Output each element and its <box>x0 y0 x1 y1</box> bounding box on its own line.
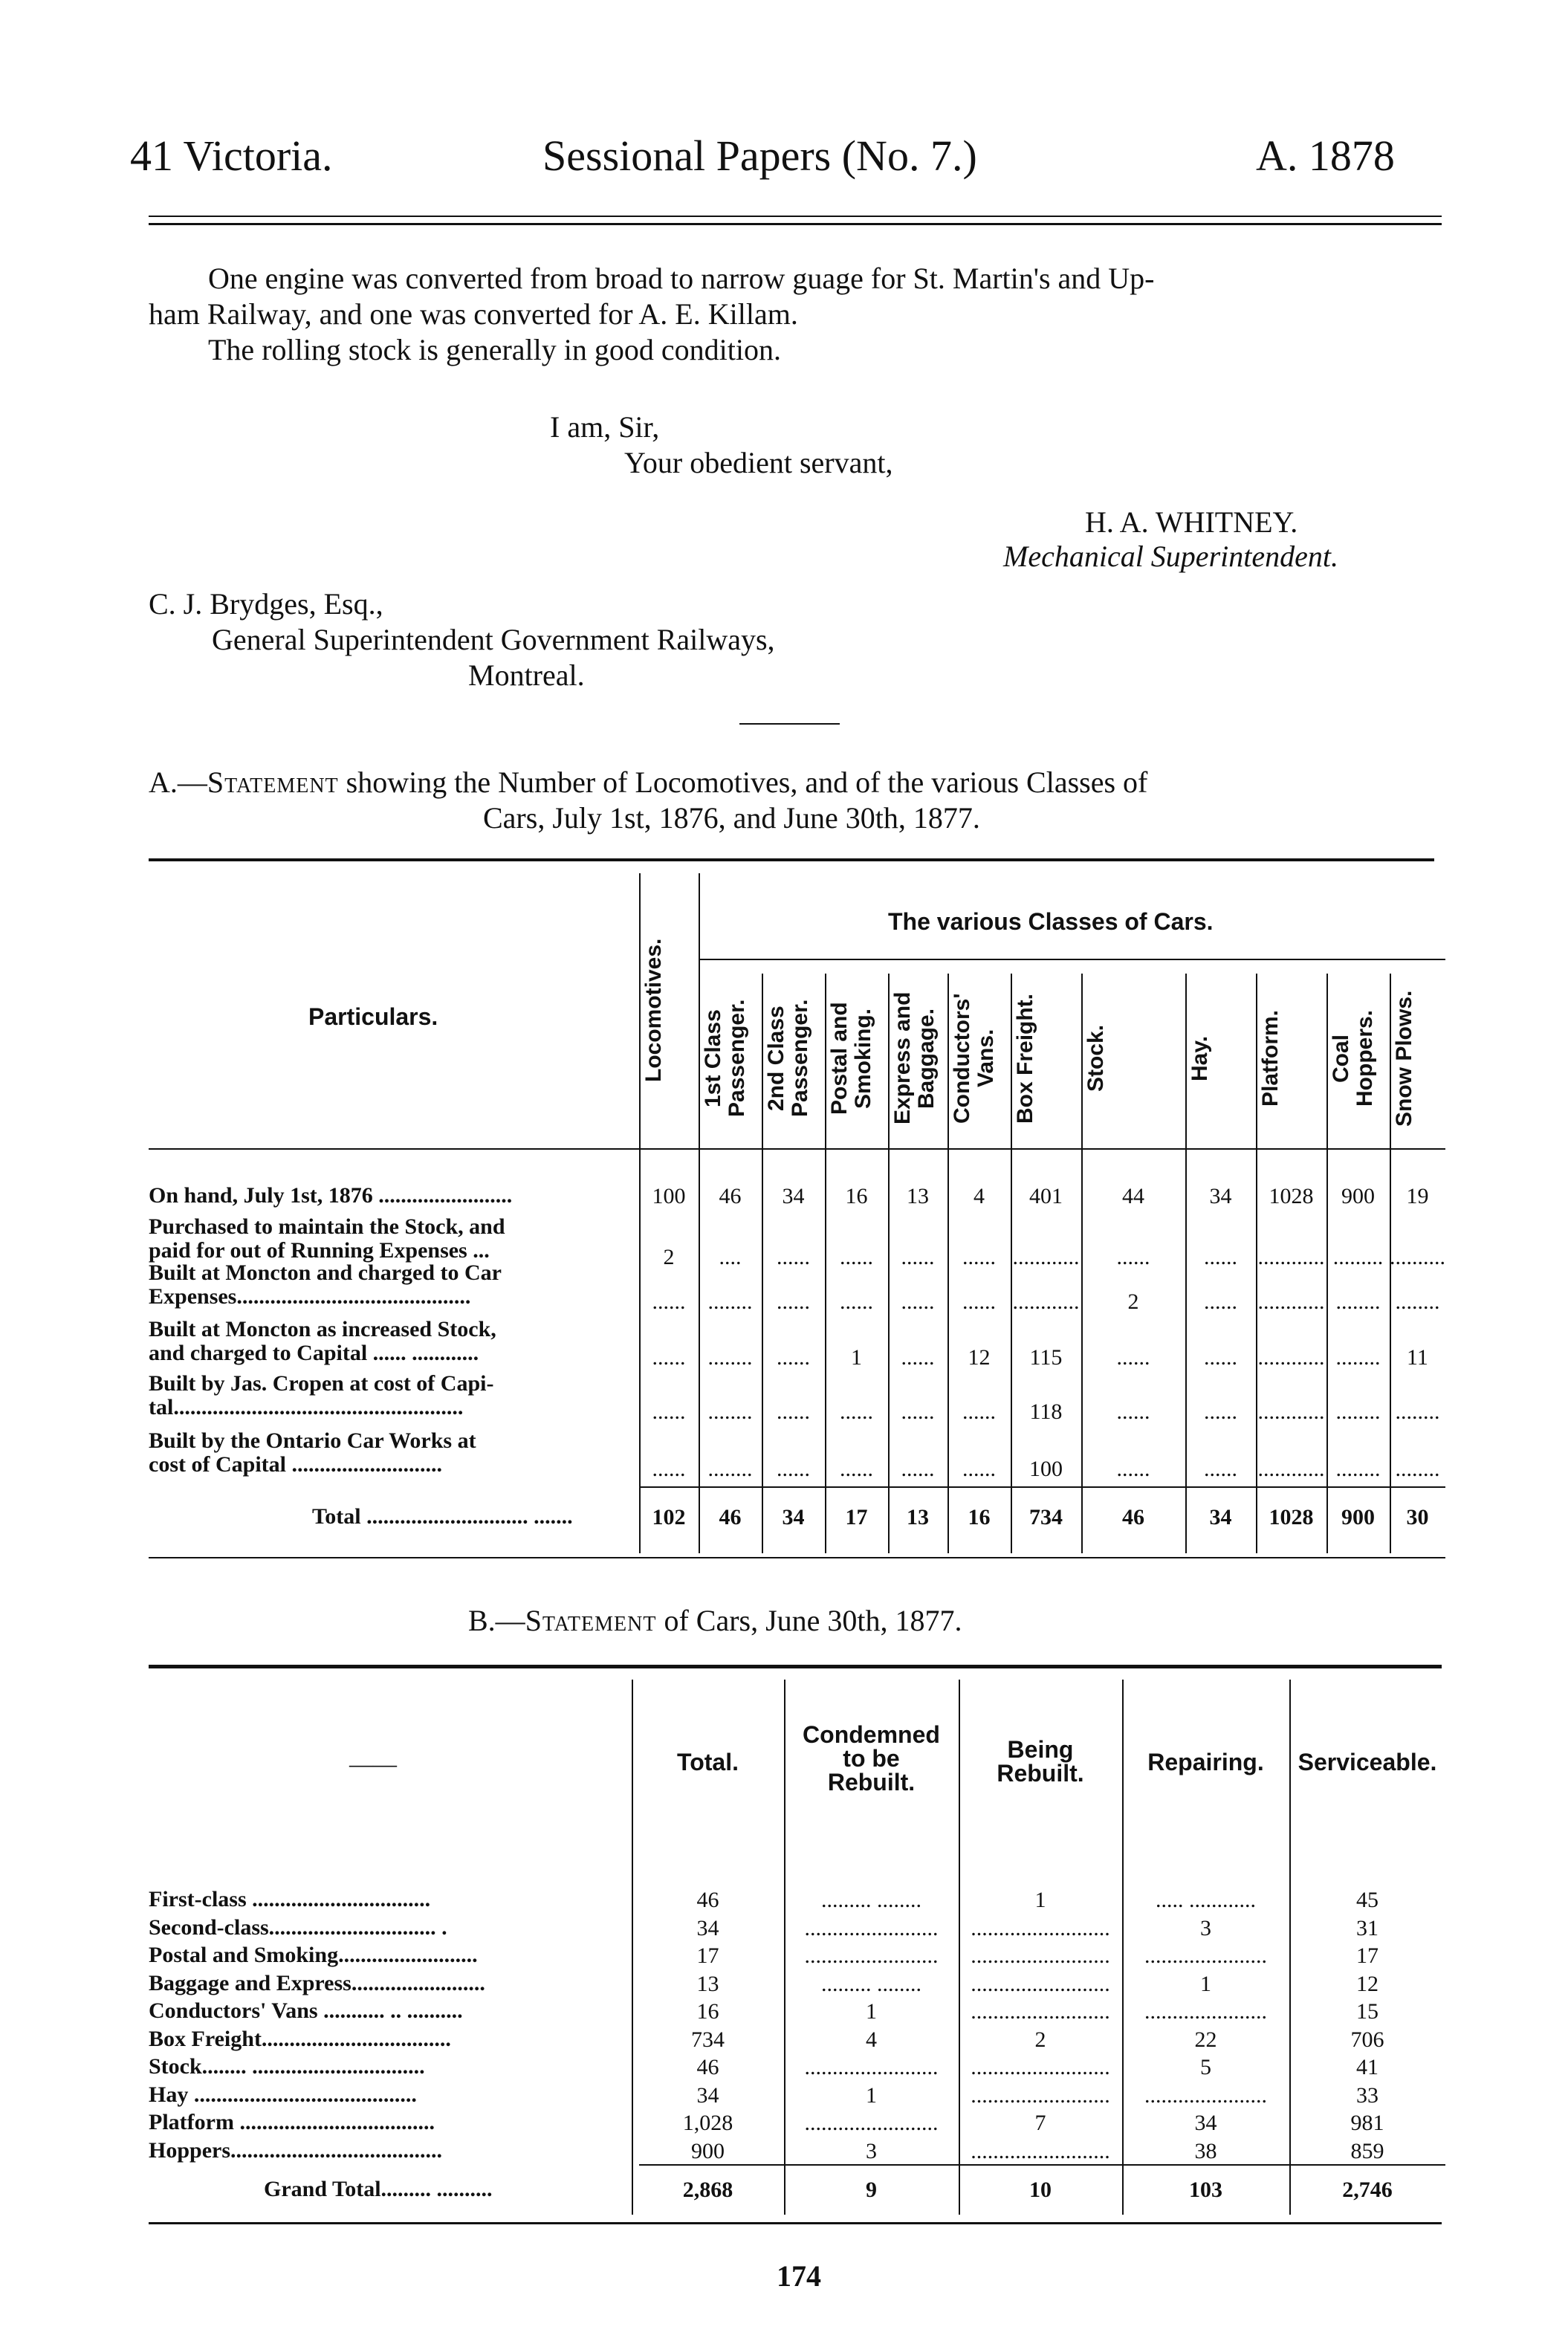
tableA-rule-header-bottom <box>149 1148 1445 1150</box>
tableA-title-smallcaps: Statement <box>207 765 339 799</box>
tableA-col-header: Box Freight. <box>1013 993 1037 1124</box>
tableB-total-label: Grand Total......... .......... <box>264 2177 493 2201</box>
tableA-cell: ...... <box>962 1399 996 1424</box>
tableB-cell: ......................... <box>971 1915 1110 1940</box>
tableB-cell: 3 <box>1200 1915 1211 1940</box>
tableB-title-prefix: B.— <box>468 1604 525 1637</box>
tableA-cell: ...... <box>901 1245 935 1269</box>
tableA-col-header: Hay. <box>1188 1035 1212 1081</box>
tableB-rule-top <box>149 1665 1442 1668</box>
tableA-cell: ...... <box>652 1289 686 1314</box>
tableA-cell: ........ <box>707 1289 753 1314</box>
tableA-cell: ...... <box>962 1289 996 1314</box>
tableA-cell: ...... <box>840 1457 873 1481</box>
tableA-col-header: Coal Hoppers. <box>1329 1009 1377 1107</box>
tableA-cell: ......... <box>1332 1245 1384 1269</box>
tableA-col-header: 2nd Class Passenger. <box>764 999 812 1118</box>
tableA-cell: ............ <box>1257 1345 1325 1370</box>
tableB-cell: ........................ <box>804 2111 939 2135</box>
tableA-total-cell: 13 <box>907 1505 929 1529</box>
header-right: A. 1878 <box>1256 132 1395 180</box>
tableB-cell: 1,028 <box>682 2111 733 2135</box>
tableA-col-header: Conductors' Vans. <box>950 993 998 1124</box>
tableB-cell: 45 <box>1356 1888 1379 1912</box>
tableA-cell: ........ <box>707 1457 753 1481</box>
tableA-cell: ........ <box>1395 1457 1440 1481</box>
tableA-cell: ...... <box>777 1289 810 1314</box>
letter-addressee-city: Montreal. <box>468 658 585 692</box>
tableB-cell: ...................... <box>1144 1999 1267 2024</box>
tableA-cell: 46 <box>719 1184 742 1208</box>
tableA-cell: ............ <box>1257 1399 1325 1424</box>
tableB-row-label: First-class ................................ <box>149 1887 431 1911</box>
tableA-cell: ........ <box>1335 1345 1381 1370</box>
tableB-cell: ......................... <box>971 2082 1110 2108</box>
tableB-cell: ...................... <box>1144 1943 1267 1968</box>
tableA-title-line1 <box>149 765 1147 800</box>
tableA-cell: 900 <box>1341 1184 1375 1208</box>
tableA-total-cell: 30 <box>1406 1505 1429 1529</box>
letter-salutation2: Your obedient servant, <box>624 446 893 479</box>
tableB-row-label: Second-class.............................. . <box>149 1914 447 1940</box>
tableA-row-label: Built at Moncton as increased Stock, and charged to Capital ...... ............ <box>149 1317 496 1365</box>
tableA-vline <box>639 873 641 1553</box>
tableA-cell: ........ <box>1335 1289 1381 1314</box>
tableA-vline <box>699 873 700 1553</box>
header-rule-bottom <box>149 223 1442 225</box>
letter-signatory-title: Mechanical Superintendent. <box>1003 540 1338 573</box>
letter-para2: The rolling stock is generally in good condition. <box>208 333 781 366</box>
tableA-cell: ........ <box>1395 1289 1440 1314</box>
tableB-row-label: Baggage and Express........................ <box>149 1970 485 1995</box>
tableB-col-header: Total. <box>677 1749 739 1775</box>
tableA-cell: 34 <box>1209 1184 1232 1208</box>
tableB-cell: 1 <box>866 1999 877 2024</box>
tableB-cell: 16 <box>696 1999 719 2024</box>
tableA-total-cell: 1028 <box>1269 1505 1314 1529</box>
tableA-cell: 118 <box>1029 1399 1063 1424</box>
tableB-total-cell: 2,746 <box>1342 2178 1393 2202</box>
tableB-cell: 34 <box>1194 2111 1217 2135</box>
tableB-cell: 900 <box>691 2138 725 2163</box>
tableA-cell: 19 <box>1406 1184 1429 1208</box>
tableA-cell: ...... <box>840 1289 873 1314</box>
header-center: Sessional Papers (No. 7.) <box>542 132 977 180</box>
tableA-cell: ............ <box>1257 1245 1325 1269</box>
tableA-cell: ...... <box>1204 1289 1237 1314</box>
tableA-cell: ............ <box>1257 1289 1325 1314</box>
tableB-cell: 34 <box>696 1915 719 1940</box>
tableB-cell: 31 <box>1356 1915 1379 1940</box>
tableB-blank-header: —— <box>349 1750 397 1777</box>
tableB-cell: 38 <box>1194 2138 1217 2163</box>
tableB-cell: 34 <box>696 2082 719 2108</box>
tableB-row-label: Stock........ ............................... <box>149 2054 425 2079</box>
tableB-cell: 1 <box>1034 1888 1046 1912</box>
tableA-col-header: Snow Plows. <box>1392 990 1416 1127</box>
tableB-cell: ......... ........ <box>821 1888 921 1912</box>
tableA-group-header: The various Classes of Cars. <box>888 908 1214 935</box>
tableB-cell: ......................... <box>971 1943 1110 1968</box>
tableA-cell: ...... <box>962 1457 996 1481</box>
tableB-col-header: Repairing. <box>1147 1749 1264 1775</box>
tableB-cell: ......................... <box>971 1971 1110 1996</box>
tableB-cell: ......... ........ <box>821 1971 921 1996</box>
tableA-cell: ...... <box>1204 1345 1237 1370</box>
tableA-total-cell: 17 <box>845 1505 868 1529</box>
tableB-cell: ........................ <box>804 1943 939 1968</box>
tableA-cell: ........ <box>1395 1399 1440 1424</box>
tableB-cell: 17 <box>1356 1943 1379 1968</box>
tableA-cell: 115 <box>1029 1345 1063 1370</box>
tableA-cell: 1028 <box>1269 1184 1314 1208</box>
tableB-cell: 33 <box>1356 2082 1379 2108</box>
tableA-col-header: Stock. <box>1083 1024 1108 1092</box>
tableA-title-line2: Cars, July 1st, 1876, and June 30th, 1877. <box>483 801 980 835</box>
tableA-total-label: Total ............................. ....... <box>312 1504 573 1529</box>
tableA-cell: ...... <box>777 1345 810 1370</box>
tableB-cell: 46 <box>696 1888 719 1912</box>
tableB-row-label: Hoppers...................................... <box>149 2137 443 2163</box>
tableA-cell: 12 <box>968 1345 991 1370</box>
tableA-cell: ...... <box>652 1345 686 1370</box>
tableA-cell: 401 <box>1029 1184 1063 1208</box>
tableA-cell: ...... <box>1204 1457 1237 1481</box>
letter-para1-line1: One engine was converted from broad to narrow guage for St. Martin's and Up- <box>208 262 1155 295</box>
tableA-cell: ...... <box>901 1345 935 1370</box>
tableA-row-label: Purchased to maintain the Stock, and paid for out of Running Expenses ... <box>149 1214 505 1263</box>
tableA-row-label: Built by the Ontario Car Works at cost of Capital ........................... <box>149 1428 476 1477</box>
tableB-cell: 46 <box>696 2055 719 2079</box>
tableA-cell: ............ <box>1012 1245 1080 1269</box>
tableA-cell: 11 <box>1407 1345 1428 1370</box>
tableB-col-header: Being Rebuilt. <box>997 1736 1084 1787</box>
letter-salutation1: I am, Sir, <box>550 410 660 444</box>
tableA-cell: 100 <box>1029 1457 1063 1481</box>
tableA-title-rest: showing the Number of Locomotives, and of the various Classes of <box>338 765 1148 799</box>
tableA-cell: ............ <box>1012 1289 1080 1314</box>
tableA-cell: 4 <box>973 1184 985 1208</box>
tableB-rule-total-top <box>639 2164 1445 2166</box>
tableB-cell: 5 <box>1200 2055 1211 2079</box>
letter-divider <box>739 723 840 725</box>
tableA-total-cell: 734 <box>1029 1505 1063 1529</box>
tableA-row-label: Built at Moncton and charged to Car Expenses.......................................... <box>149 1260 502 1309</box>
tableA-rule-top <box>149 858 1434 861</box>
tableB-total-cell: 10 <box>1029 2178 1052 2202</box>
letter-addressee-title: General Superintendent Government Railways, <box>212 623 775 656</box>
tableA-rule-group <box>699 959 1445 960</box>
tableB-cell: 15 <box>1356 1999 1379 2024</box>
tableB-cell: ........................ <box>804 1915 939 1940</box>
tableB-cell: 1 <box>1200 1971 1211 1996</box>
tableB-cell: ..... ............ <box>1156 1888 1256 1912</box>
tableA-cell: ...... <box>777 1457 810 1481</box>
tableA-cell: ...... <box>840 1399 873 1424</box>
header-left: 41 Victoria. <box>130 132 333 180</box>
tableA-cell: ...... <box>901 1399 935 1424</box>
tableB-cell: 981 <box>1350 2111 1384 2135</box>
tableA-cell: ...... <box>777 1399 810 1424</box>
tableB-total-cell: 9 <box>866 2178 877 2202</box>
tableB-cell: 706 <box>1350 2027 1384 2052</box>
header-rule-top <box>149 216 1442 217</box>
tableA-cell: ...... <box>901 1289 935 1314</box>
letter-signatory: H. A. WHITNEY. <box>1085 505 1298 539</box>
tableA-rule-total-top <box>639 1486 1445 1488</box>
tableB-cell: 3 <box>866 2138 877 2163</box>
tableB-total-cell: 2,868 <box>682 2178 733 2202</box>
tableB-cell: ......................... <box>971 2138 1110 2163</box>
tableA-col-header: Express and Baggage. <box>890 991 939 1125</box>
tableA-row-label: On hand, July 1st, 1876 ........................ <box>149 1183 513 1208</box>
tableA-cell: 44 <box>1122 1184 1144 1208</box>
tableB-cell: 17 <box>696 1943 719 1968</box>
tableA-cell: 1 <box>851 1345 862 1370</box>
page-number: 174 <box>777 2259 821 2293</box>
tableA-cell: ...... <box>1204 1399 1237 1424</box>
tableA-cell: ...... <box>652 1457 686 1481</box>
tableA-total-cell: 46 <box>1122 1505 1144 1529</box>
tableB-total-cell: 103 <box>1189 2178 1222 2202</box>
tableA-rule-bottom <box>149 1557 1445 1558</box>
tableB-cell: 734 <box>691 2027 725 2052</box>
tableB-rule-bottom <box>149 2222 1442 2224</box>
tableA-cell: ...... <box>1204 1245 1237 1269</box>
tableA-cell: ...... <box>777 1245 810 1269</box>
tableA-cell: ........ <box>1335 1399 1381 1424</box>
tableA-cell: .......... <box>1390 1245 1445 1269</box>
tableA-cell: 34 <box>782 1184 805 1208</box>
tableA-cell: 2 <box>663 1245 675 1269</box>
tableA-cell: ...... <box>962 1245 996 1269</box>
tableB-cell: 12 <box>1356 1971 1379 1996</box>
tableA-col-header: Locomotives. <box>641 938 666 1082</box>
letter-para1-line2: ham Railway, and one was converted for A. E. Killam. <box>149 297 798 331</box>
tableA-total-cell: 900 <box>1341 1505 1375 1529</box>
tableB-row-label: Conductors' Vans ........... .. .......... <box>149 1998 463 2023</box>
tableA-total-cell: 46 <box>719 1505 742 1529</box>
tableB-cell: 2 <box>1034 2027 1046 2052</box>
tableA-cell: 2 <box>1127 1289 1139 1314</box>
tableA-cell: ...... <box>840 1245 873 1269</box>
tableA-cell: ........ <box>707 1345 753 1370</box>
tableA-total-cell: 34 <box>1209 1505 1232 1529</box>
tableA-cell: ...... <box>1116 1345 1150 1370</box>
tableA-cell: .... <box>719 1245 742 1269</box>
tableB-cell: 1 <box>866 2082 877 2108</box>
tableB-col-header: Condemned to be Rebuilt. <box>803 1721 940 1796</box>
tableB-cell: 13 <box>696 1971 719 1996</box>
tableA-cell: ........ <box>1335 1457 1381 1481</box>
tableB-cell: 22 <box>1194 2027 1217 2052</box>
tableA-title-prefix: A.— <box>149 765 207 799</box>
tableB-cell: ........................ <box>804 2055 939 2079</box>
tableB-title <box>468 1604 962 1638</box>
tableA-col-header: 1st Class Passenger. <box>701 999 749 1118</box>
tableB-row-label: Platform ................................... <box>149 2110 435 2134</box>
tableB-col-header: Serviceable. <box>1298 1749 1437 1775</box>
tableA-cell: ........ <box>707 1399 753 1424</box>
letter-addressee-name: C. J. Brydges, Esq., <box>149 587 383 621</box>
tableB-title-rest: of Cars, June 30th, 1877. <box>656 1604 962 1637</box>
tableA-cell: ...... <box>901 1457 935 1481</box>
tableA-cell: 100 <box>652 1184 686 1208</box>
tableB-cell: 4 <box>866 2027 877 2052</box>
tableB-cell: ......................... <box>971 1999 1110 2024</box>
tableA-total-cell: 16 <box>968 1505 991 1529</box>
tableB-cell: ......................... <box>971 2055 1110 2079</box>
tableB-row-label: Postal and Smoking......................... <box>149 1943 478 1967</box>
tableA-cell: ...... <box>652 1399 686 1424</box>
tableA-particulars-header: Particulars. <box>308 1003 438 1030</box>
tableB-cell: 41 <box>1356 2055 1379 2079</box>
tableA-total-cell: 102 <box>652 1505 686 1529</box>
tableA-row-label: Built by Jas. Cropen at cost of Capi- tal.................................................... <box>149 1371 494 1419</box>
tableB-title-smallcaps: Statement <box>525 1604 657 1637</box>
tableB-row-label: Box Freight.................................. <box>149 2026 451 2051</box>
tableA-cell: ............ <box>1257 1457 1325 1481</box>
tableA-total-cell: 34 <box>782 1505 805 1529</box>
tableB-cell: 7 <box>1034 2111 1046 2135</box>
tableB-row-label: Hay ........................................ <box>149 2082 417 2107</box>
tableA-cell: 16 <box>845 1184 868 1208</box>
tableA-cell: ...... <box>1116 1457 1150 1481</box>
tableA-cell: ...... <box>1116 1399 1150 1424</box>
tableA-col-header: Platform. <box>1258 1009 1283 1107</box>
tableA-cell: 13 <box>907 1184 929 1208</box>
tableB-cell: ...................... <box>1144 2082 1267 2108</box>
tableA-col-header: Postal and Smoking. <box>827 1002 875 1115</box>
tableB-cell: 859 <box>1350 2138 1384 2163</box>
tableA-cell: ...... <box>1116 1245 1150 1269</box>
